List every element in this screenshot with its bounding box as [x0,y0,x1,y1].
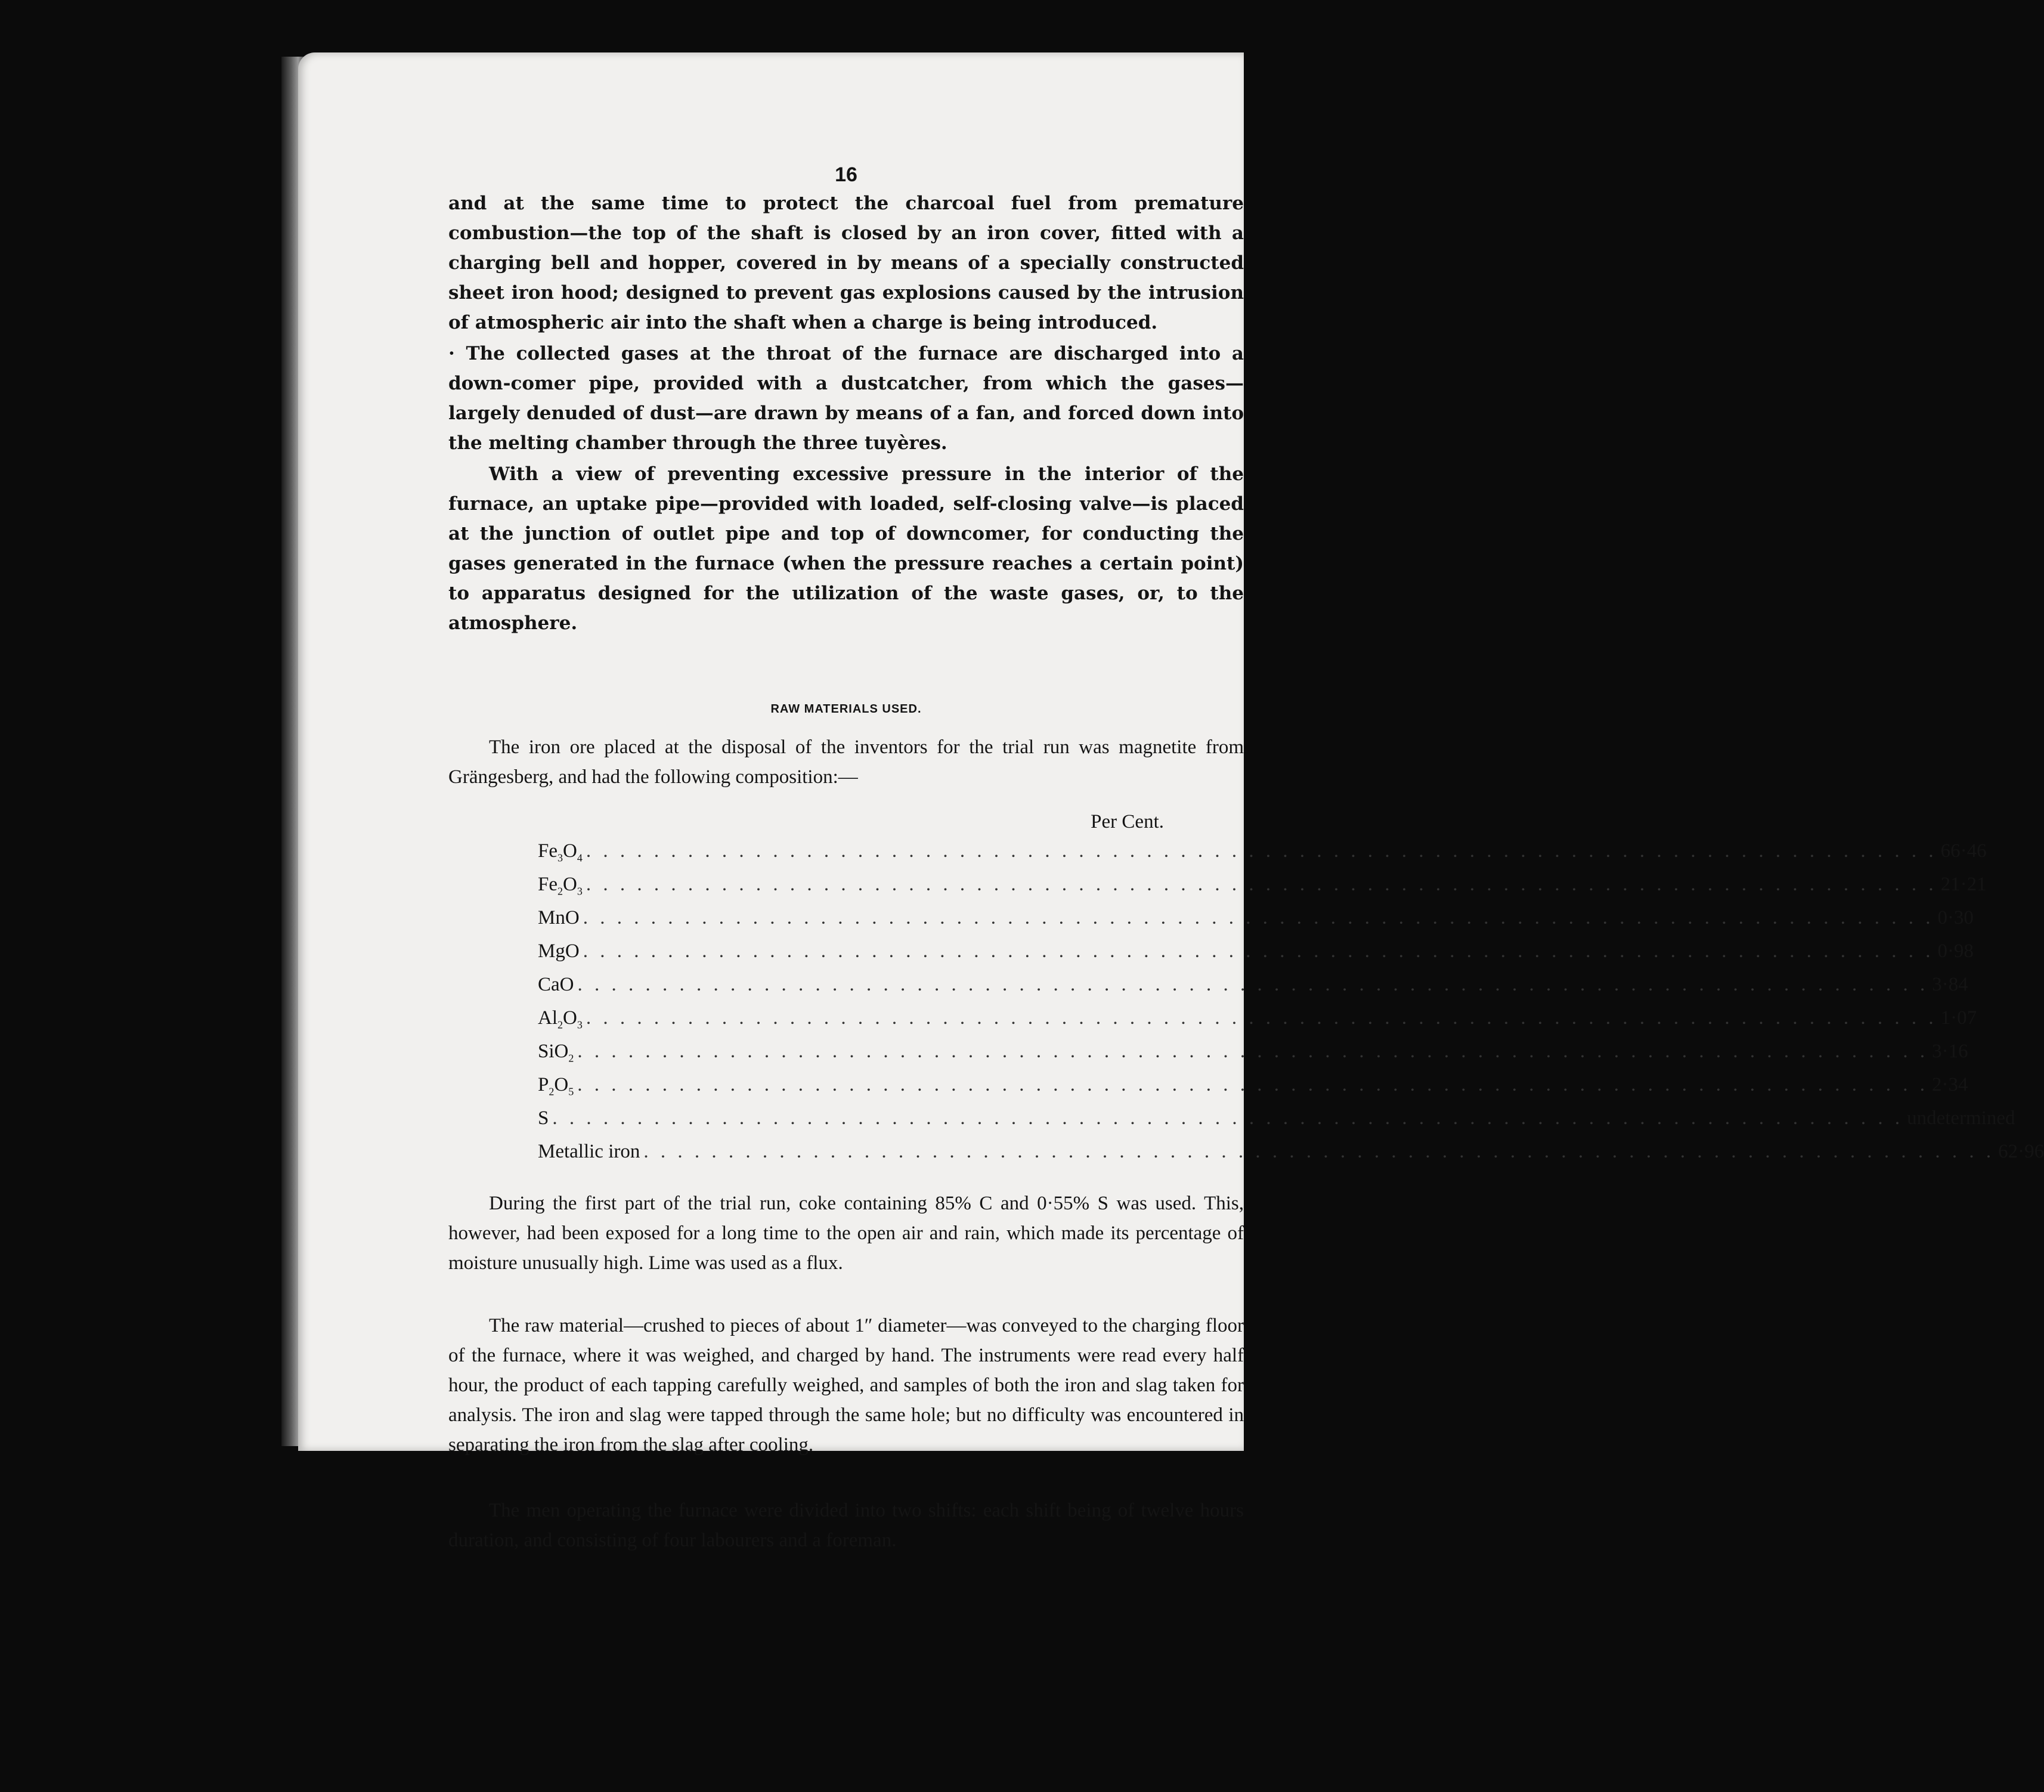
dot-leader: . . . . . . . . . . . . . . . . . . . . . . . . . . . . . . . . . . . . . . . . . . . . . . . . . . . . . . . . . . . . . . . . . . . . . . . . . . . . . . . . [577,1074,1928,1095]
formula-text: SiO [538,1041,569,1062]
composition-table [538,807,2044,1174]
formula-subscript: 2 [568,1052,574,1064]
compound-label [538,874,583,898]
table-row [538,974,1968,1007]
compound-label [538,1107,549,1129]
dot-leader: . . . . . . . . . . . . . . . . . . . . . . . . . . . . . . . . . . . . . . . . . . . . . . . . . . . . . . . . . . . . . . . . . . . . . . . . . . . . . . . . [586,1007,1937,1029]
table-row [538,874,1987,907]
table-row [538,1041,1968,1074]
formula-text: P [538,1074,549,1095]
formula-subscript: 3 [558,852,563,864]
formula-text: Fe [538,840,558,862]
percent-value: 3·16 [1932,1041,1968,1062]
compound-label [538,840,583,865]
formula-subscript: 3 [577,1019,583,1031]
dot-leader: . . . . . . . . . . . . . . . . . . . . . . . . . . . . . . . . . . . . . . . . . . . . . . . . . . . . . . . . . . . . . . . . . . . . . . . . . . . . . . . . [643,1141,1995,1162]
formula-text: S [538,1107,549,1129]
percent-value: 62·96 [1998,1141,2044,1162]
formula-text: CaO [538,974,574,995]
formula-text: O [554,1074,569,1095]
dot-leader: . . . . . . . . . . . . . . . . . . . . . . . . . . . . . . . . . . . . . . . . . . . . . . . . . . . . . . . . . . . . . . . . . . . . . . . . . . . . . . . . [583,907,1934,929]
table-row [538,1141,2044,1174]
percent-value: 0·98 [1937,940,1974,962]
dot-leader: . . . . . . . . . . . . . . . . . . . . . . . . . . . . . . . . . . . . . . . . . . . . . . . . . . . . . . . . . . . . . . . . . . . . . . . . . . . . . . . . [586,840,1937,862]
book-page [298,52,2044,1551]
percent-value: 21·21 [1940,874,1987,895]
formula-text: MnO [538,907,580,929]
percent-value: 0·30 [1937,907,1974,929]
formula-subscript: 2 [549,1085,555,1098]
paragraph-raw-material: The raw material—crushed to pieces of about 1″ diameter—was conveyed to the charging floor of the furnace, where it was weighed, and charged by hand. The instruments were read every half hour, the product of each tapping carefully weighed, and samples of both the iron and slag taken for analysis. The iron and slag were tapped through the same hole; but no difficulty was encountered in separating the iron from the slag after cooling. [448,1315,1244,1456]
formula-subscript: 2 [558,1019,563,1031]
paragraph-uptake-pipe: With a view of preventing excessive pressure in the interior of the furnace, an uptake pipe—provided with loaded, self-closing valve—is placed at the junction of outlet pipe and top of downcomer, for conducting the gases generated in the furnace (when the pressure reaches a certain point) to apparatus designed for the utilization of the waste gases, or, to the atmosphere. [448,463,1244,634]
section-heading: RAW MATERIALS USED. [770,702,922,716]
paragraph-iron-ore: The iron ore placed at the disposal of the inventors for the trial run was magnetite from Grängesberg, and had the following composition:— [448,736,1244,788]
formula-subscript: 5 [568,1085,574,1098]
percent-value: 3·84 [1932,974,1968,995]
compound-label [538,1007,583,1032]
formula-subscript: 3 [577,885,583,897]
compound-label [538,907,580,929]
table-row [538,1007,1977,1041]
compound-label [538,1074,574,1098]
compound-label [538,1041,574,1065]
formula-text: O [563,1007,577,1029]
dot-leader: . . . . . . . . . . . . . . . . . . . . . . . . . . . . . . . . . . . . . . . . . . . . . . . . . . . . . . . . . . . . . . . . . . . . . . . . . . . . . . . . [577,974,1929,995]
formula-text: Al [538,1007,558,1029]
percent-value: undetermined [1907,1107,2015,1129]
formula-text: Fe [538,874,558,895]
percent-value: 1·07 [1940,1007,1977,1029]
formula-text: O [563,874,577,895]
paragraph-coke: During the first part of the trial run, coke containing 85% C and 0·55% S was used. This, however, had been exposed for a long time to the open air and rain, which made its percentage of moisture unusually high. Lime was used as a flux. [448,1193,1244,1274]
table-header-per-cent: Per Cent. [1091,811,1164,832]
formula-text: MgO [538,940,580,962]
formula-subscript: 2 [558,885,563,897]
table-row [538,940,1974,974]
percent-value: 2·34 [1931,1074,1968,1095]
compound-label [538,1141,640,1163]
compound-label [538,974,574,996]
paragraph-shifts: The men operating the furnace were divided into two shifts: each shift being of twelve hours duration, and consisting of four labourers and a foreman. [448,1500,1244,1551]
compound-label [538,940,580,962]
dot-leader: . . . . . . . . . . . . . . . . . . . . . . . . . . . . . . . . . . . . . . . . . . . . . . . . . . . . . . . . . . . . . . . . . . . . . . . . . . . . . . . . [583,940,1934,962]
page-number: 16 [835,163,857,186]
table-row [538,840,1987,874]
paragraph-shaft-cover: and at the same time to protect the charcoal fuel from premature combustion—the top of the shaft is closed by an iron cover, fitted with a charging bell and hopper, covered in by means of a specially constructed sheet iron hood; designed to prevent gas explosions caused by the intrusion of atmospheric air into the shaft when a charge is being introduced. [448,193,1244,333]
paragraph-collected-gases: · The collected gases at the throat of the furnace are discharged into a down-comer pipe, provided with a dustcatcher, from which the gases—largely denuded of dust—are drawn by means of a fan, and forced down into the melting chamber through the three tuyères. [448,343,1244,454]
table-row [538,1074,1968,1107]
table-rows [538,840,2044,1174]
dot-leader: . . . . . . . . . . . . . . . . . . . . . . . . . . . . . . . . . . . . . . . . . . . . . . . . . . . . . . . . . . . . . . . . . . . . . . . . . . . . . . . . [552,1107,1904,1129]
table-row [538,907,1974,940]
formula-subscript: 4 [577,852,583,864]
percent-value: 66·46 [1940,840,1987,862]
formula-text: O [563,840,577,862]
dot-leader: . . . . . . . . . . . . . . . . . . . . . . . . . . . . . . . . . . . . . . . . . . . . . . . . . . . . . . . . . . . . . . . . . . . . . . . . . . . . . . . . [577,1041,1929,1062]
table-row [538,1107,2015,1141]
formula-text: Metallic iron [538,1141,640,1162]
dot-leader: . . . . . . . . . . . . . . . . . . . . . . . . . . . . . . . . . . . . . . . . . . . . . . . . . . . . . . . . . . . . . . . . . . . . . . . . . . . . . . . . [586,874,1937,895]
